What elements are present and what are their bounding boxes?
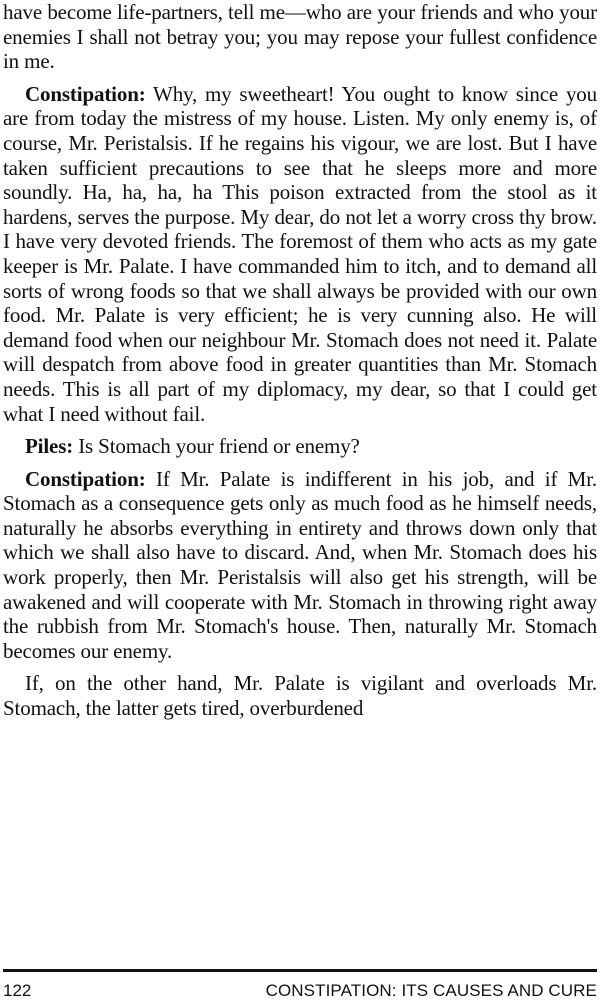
paragraph-5: [3, 671, 597, 720]
speaker-label: Constipation:: [25, 81, 146, 106]
page-footer: [3, 980, 597, 1004]
paragraph-2: [3, 82, 597, 426]
page-number: 122: [3, 981, 32, 1000]
running-head: CONSTIPATION: ITS CAUSES AND CURE: [265, 981, 597, 1000]
speaker-label: Constipation:: [25, 466, 146, 491]
speaker-label: Piles:: [25, 434, 74, 459]
paragraph-text: have become life-partners, tell me—who are your friends and who your enemies I shall not betray you; you may repose your fullest confidence in me.: [3, 0, 597, 74]
paragraph-text: Is Stomach your friend or enemy?: [73, 434, 360, 459]
paragraph-text: If, on the other hand, Mr. Palate is vigilant and overloads Mr. Stomach, the latter gets tired, overburdened: [3, 671, 597, 721]
paragraph-text: Why, my sweetheart! You ought to know since you are from today the mistress of my house. Listen. My only enemy is, of course, Mr. Peristalsis. If he regains his vigour, we are lost. But I have taken sufficient precautions to see that he sleeps more and more soundly. Ha, ha, ha, ha This poison extracted from the stool as it hardens, serves the purpose. My dear, do not let a worry cross thy brow. I have very devoted friends. The foremost of them who acts as my gate keeper is Mr. Palate. I have commanded him to itch, and to demand all sorts of wrong foods so that we shall always be provided with our own food. Mr. Palate is very efficient; he is very cunning also. He will demand food when our neighbour Mr. Stomach does not need it. Palate will despatch from above food in greater quantities than Mr. Stomach needs. This is all part of my diplomacy, my dear, so that I could get what I need without fail.: [3, 81, 597, 426]
footer-rule: [3, 969, 597, 972]
paragraph-1: [3, 0, 597, 74]
paragraph-4: [3, 467, 597, 664]
paragraph-3: [3, 434, 597, 459]
paragraph-text: If Mr. Palate is indifferent in his job, and if Mr. Stomach as a consequence gets only as much food as he himself needs, naturally he absorbs everything in entirety and throws down only that which we shall also have to discard. And, when Mr. Stomach does his work properly, then Mr. Peristalsis will also get his strength, will be awakened and will cooperate with Mr. Stomach in throwing right away the rubbish from Mr. Stomach's house. Then, naturally Mr. Stomach becomes our enemy.: [3, 466, 597, 663]
body-text: [3, 0, 597, 721]
